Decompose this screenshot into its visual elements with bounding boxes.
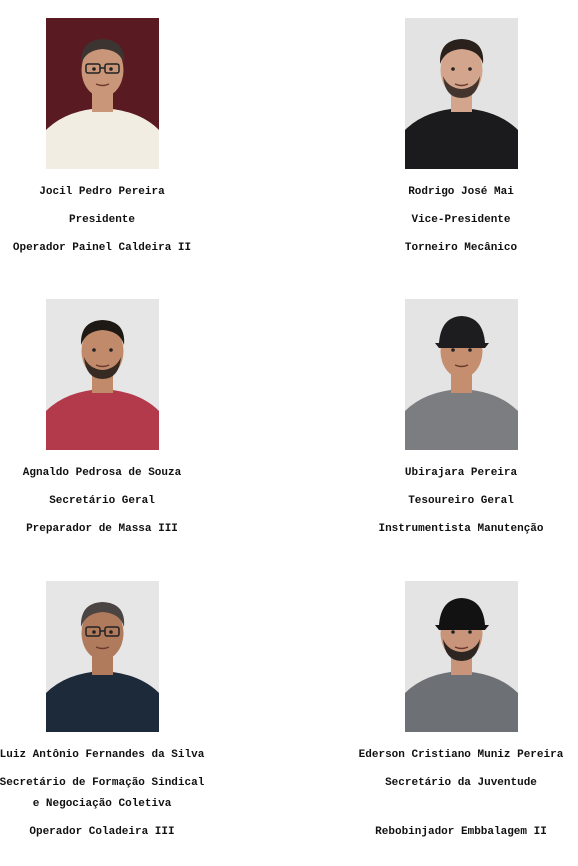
member-card bbox=[331, 18, 578, 255]
member-role: Secretário Geral bbox=[49, 495, 155, 507]
member-name: Luiz Antônio Fernandes da Silva bbox=[0, 749, 205, 761]
portrait-cap-brim bbox=[435, 625, 489, 630]
member-photo bbox=[405, 299, 518, 450]
portrait-eye bbox=[451, 348, 455, 352]
member-photo bbox=[405, 581, 518, 732]
member-role: Vice-Presidente bbox=[411, 214, 511, 226]
portrait-image bbox=[405, 299, 518, 450]
member-name: Rodrigo José Mai bbox=[408, 186, 514, 198]
portrait-eye bbox=[451, 67, 455, 71]
member-role: Presidente bbox=[68, 214, 135, 226]
portrait-eye bbox=[92, 67, 96, 71]
member-photo bbox=[46, 18, 159, 169]
member-photo bbox=[405, 18, 518, 169]
member-card bbox=[0, 18, 232, 255]
member-job: Instrumentista Manutenção bbox=[378, 523, 544, 535]
portrait-eye bbox=[92, 630, 96, 634]
portrait-eye bbox=[92, 348, 96, 352]
portrait-image bbox=[405, 581, 518, 732]
member-name: Ubirajara Pereira bbox=[404, 467, 518, 479]
portrait-eye bbox=[468, 67, 472, 71]
member-name: Agnaldo Pedrosa de Souza bbox=[22, 467, 182, 479]
portrait-image bbox=[46, 299, 159, 450]
portrait-eye bbox=[468, 348, 472, 352]
member-role: e Negociação Coletiva bbox=[32, 798, 172, 810]
member-card bbox=[331, 299, 578, 536]
portrait-cap-brim bbox=[435, 343, 489, 348]
portrait-eye bbox=[109, 348, 113, 352]
portrait-image bbox=[46, 581, 159, 732]
portrait-eye bbox=[109, 630, 113, 634]
member-card bbox=[0, 581, 232, 839]
member-job: Torneiro Mecânico bbox=[404, 242, 518, 254]
member-card bbox=[331, 581, 578, 839]
member-job: Operador Coladeira III bbox=[29, 826, 175, 838]
portrait-image bbox=[46, 18, 159, 169]
member-name: Ederson Cristiano Muniz Pereira bbox=[358, 749, 564, 761]
portrait-eye bbox=[451, 630, 455, 634]
member-job: Operador Painel Caldeira II bbox=[12, 242, 192, 254]
member-role: Secretário da Juventude bbox=[385, 777, 537, 789]
member-card bbox=[0, 299, 232, 536]
portrait-eye bbox=[468, 630, 472, 634]
member-job: Preparador de Massa III bbox=[26, 523, 178, 535]
member-role: Secretário de Formação Sindical bbox=[0, 777, 205, 789]
member-photo bbox=[46, 299, 159, 450]
member-name: Jocil Pedro Pereira bbox=[39, 186, 165, 198]
portrait-eye bbox=[109, 67, 113, 71]
member-role: Tesoureiro Geral bbox=[408, 495, 514, 507]
member-photo bbox=[46, 581, 159, 732]
member-job: Rebobinjador Embbalagem II bbox=[375, 826, 547, 838]
portrait-image bbox=[405, 18, 518, 169]
